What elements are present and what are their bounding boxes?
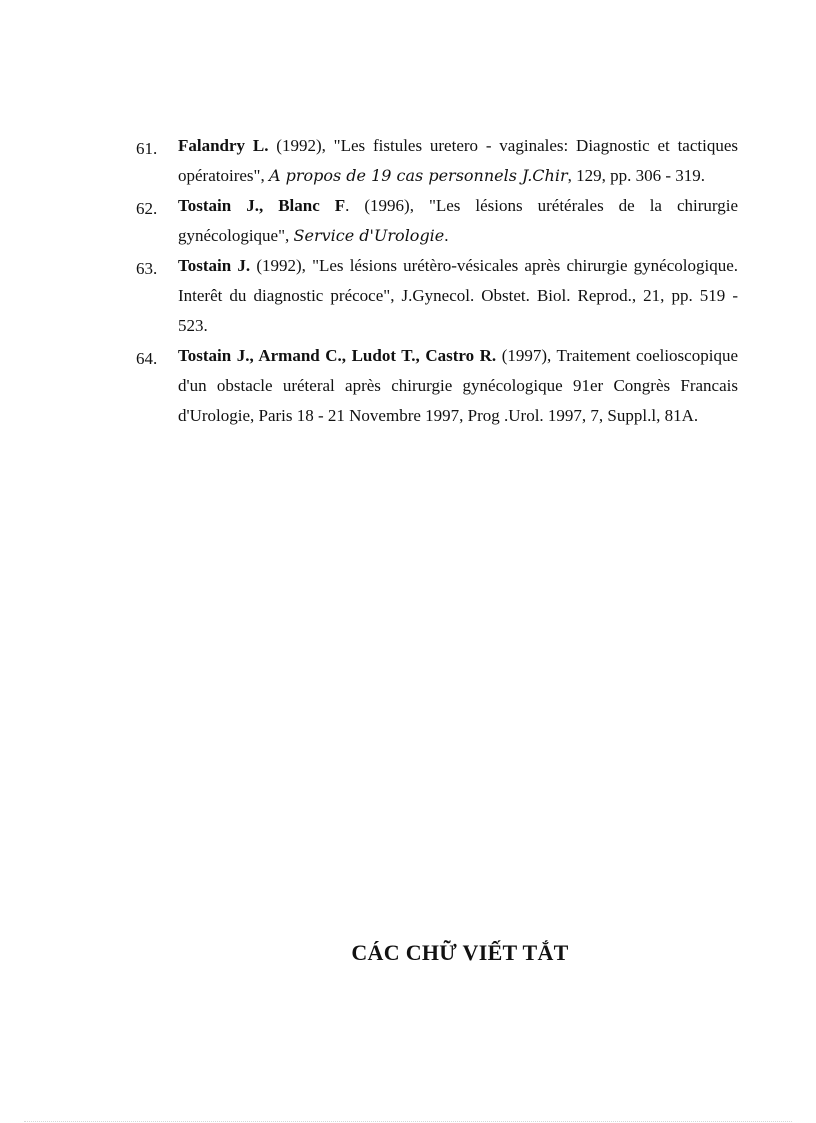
reference-authors: Tostain J. — [178, 256, 251, 275]
reference-year: (1997), — [496, 346, 557, 365]
reference-text — [178, 251, 738, 341]
reference-authors: Tostain J., Blanc F — [178, 196, 346, 215]
reference-authors: Tostain J., Armand C., Ludot T., Castro R. — [178, 346, 497, 365]
reference-year: (1992), — [250, 256, 313, 275]
reference-number: 64. — [136, 349, 158, 368]
reference-item — [136, 191, 738, 251]
reference-source: Service d'Urologie — [293, 226, 445, 245]
reference-list — [136, 131, 738, 431]
reference-year: . (1996), — [345, 196, 429, 215]
reference-item — [136, 251, 738, 341]
reference-number: 61. — [136, 139, 158, 158]
reference-text — [178, 341, 738, 431]
section-heading: CÁC CHỮ VIẾT TẮT — [351, 940, 569, 965]
reference-number: 63. — [136, 259, 158, 278]
reference-details: J.Gynecol. Obstet. Biol. Reprod., 21, pp. 519 - 523. — [178, 286, 738, 335]
reference-details: , 129, pp. 306 - 319. — [567, 166, 706, 185]
reference-details: . — [444, 226, 449, 245]
footer-divider — [24, 1121, 792, 1122]
reference-year: (1992), — [268, 136, 334, 155]
reference-source: A propos de 19 cas personnels J.Chir — [268, 166, 568, 185]
reference-authors: Falandry L. — [178, 136, 269, 155]
reference-title: "Les fistules uretero - vaginales: Diagnostic et tactiques opératoires", — [178, 136, 739, 185]
reference-number: 62. — [136, 199, 158, 218]
reference-text — [178, 191, 738, 251]
reference-item — [136, 341, 738, 431]
reference-title: "Les lésions urétèro-vésicales après chirurgie gynécologique. Interêt du diagnostic précoce", — [178, 256, 738, 305]
reference-item — [136, 131, 738, 191]
reference-title: "Les lésions urétérales de la chirurgie gynécologique", — [178, 196, 738, 245]
reference-text — [178, 131, 738, 191]
reference-title: Traitement coelioscopique d'un obstacle uréteral après chirurgie gynécologique 91er Congrès Francais d'Urologie, Paris 18 - 21 Novembre 1997, Prog .Urol. 1997, 7, Suppl.l, 81A. — [178, 346, 738, 425]
